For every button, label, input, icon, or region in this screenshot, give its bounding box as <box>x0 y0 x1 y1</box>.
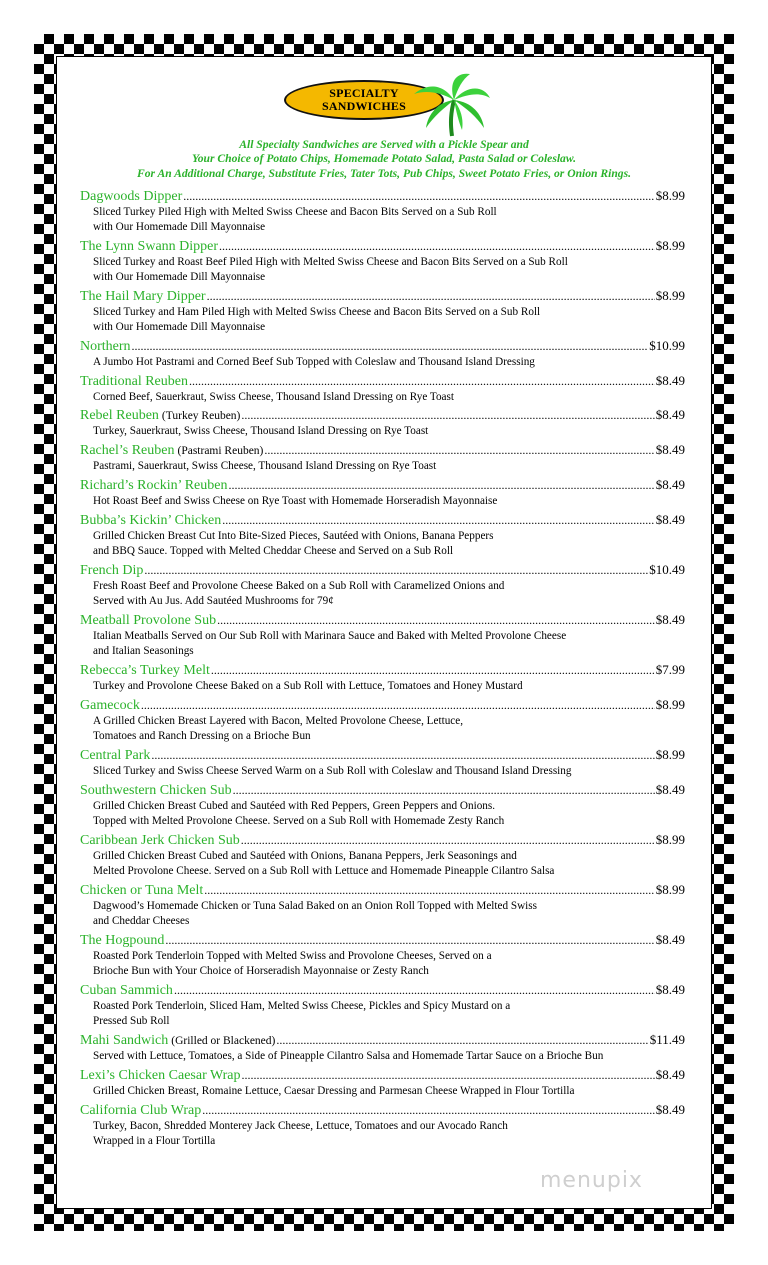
menu-item-name: Northern <box>80 339 131 354</box>
dot-leader <box>204 883 654 898</box>
menu-item-price: $8.49 <box>655 612 685 627</box>
menu-item <box>80 1032 685 1064</box>
menu-item <box>80 697 685 744</box>
menu-item-description: Turkey, Bacon, Shredded Monterey Jack Cheese, Lettuce, Tomatoes and our Avocado Ranch <box>93 1120 508 1132</box>
intro-line-3: For An Additional Charge, Substitute Fries, Tater Tots, Pub Chips, Sweet Potato Fries, or Onion Rings. <box>136 166 632 180</box>
menu-item <box>80 747 685 779</box>
menu-item <box>80 782 685 829</box>
menu-item <box>80 832 685 879</box>
menu-item-price: $10.99 <box>649 338 685 353</box>
menu-item-price: $11.49 <box>649 1032 685 1047</box>
menu-item-header <box>80 288 685 305</box>
title-line-2: SANDWICHES <box>321 99 407 113</box>
menu-item-price: $8.49 <box>655 442 685 457</box>
dot-leader <box>222 513 654 528</box>
menu-item <box>80 882 685 929</box>
menu-item-name: The Lynn Swann Dipper <box>80 239 219 254</box>
dot-leader <box>233 783 655 798</box>
menu-item-description: Roasted Pork Tenderloin Topped with Melted Swiss and Provolone Cheeses, Served on a <box>93 950 492 962</box>
menu-item-price: $8.49 <box>655 373 685 388</box>
dot-leader <box>207 289 655 304</box>
dot-leader <box>183 189 654 204</box>
menu-item <box>80 477 685 509</box>
menu-item <box>80 442 685 474</box>
menu-item-name: Dagwoods Dipper <box>80 189 183 204</box>
menu-item-name: Caribbean Jerk Chicken Sub <box>80 833 240 848</box>
dot-leader <box>241 833 655 848</box>
menu-item-description: Fresh Roast Beef and Provolone Cheese Baked on a Sub Roll with Caramelized Onions and <box>93 580 505 592</box>
menu-item-description: with Our Homemade Dill Mayonnaise <box>93 221 266 233</box>
menu-item-description: A Grilled Chicken Breast Layered with Bacon, Melted Provolone Cheese, Lettuce, <box>93 715 464 727</box>
menu-item-name: California Club Wrap <box>80 1103 202 1118</box>
menu-item-description: Wrapped in a Flour Tortilla <box>93 1135 216 1147</box>
menu-item-description: Pastrami, Sauerkraut, Swiss Cheese, Thousand Island Dressing on Rye Toast <box>93 460 437 472</box>
menu-item-price: $8.99 <box>655 188 685 203</box>
menu-item <box>80 1067 685 1099</box>
menu-item <box>80 562 685 609</box>
menu-item-price: $8.99 <box>655 747 685 762</box>
menu-item-header <box>80 782 685 799</box>
menu-item-description: and BBQ Sauce. Topped with Melted Cheddar Cheese and Served on a Sub Roll <box>93 545 454 557</box>
menu-item <box>80 373 685 405</box>
menu-item <box>80 188 685 235</box>
menu-item-note: (Turkey Reuben) <box>161 410 241 422</box>
dot-leader <box>229 478 655 493</box>
menu-item-price: $8.49 <box>655 407 685 422</box>
dot-leader <box>264 443 654 458</box>
menu-item-name: Rebel Reuben <box>80 408 159 423</box>
menu-item-name: Cuban Sammich <box>80 983 173 998</box>
dot-leader <box>144 563 648 578</box>
menu-item-price: $8.99 <box>655 882 685 897</box>
menu-item-description: Tomatoes and Ranch Dressing on a Brioche Bun <box>93 730 311 742</box>
menu-item-name: Mahi Sandwich <box>80 1033 169 1048</box>
menu-item <box>80 982 685 1029</box>
menu-item-header <box>80 1032 685 1049</box>
menu-item-header <box>80 882 685 899</box>
dot-leader <box>174 983 655 998</box>
menu-item-description: and Italian Seasonings <box>93 645 194 657</box>
menu-item <box>80 407 685 439</box>
menu-item-description: and Cheddar Cheeses <box>93 915 190 927</box>
menu-item-description: Turkey, Sauerkraut, Swiss Cheese, Thousand Island Dressing on Rye Toast <box>93 425 429 437</box>
menu-item-description: Grilled Chicken Breast Cubed and Sautéed with Red Peppers, Green Peppers and Onions. <box>93 800 496 812</box>
dot-leader <box>165 933 654 948</box>
menu-item-price: $7.99 <box>655 662 685 677</box>
menu-item-name: Lexi’s Chicken Caesar Wrap <box>80 1068 241 1083</box>
menu-item-header <box>80 1067 685 1084</box>
menu-item-price: $10.49 <box>649 562 685 577</box>
menu-item-header <box>80 477 685 494</box>
dot-leader <box>211 663 655 678</box>
menu-item-description: Topped with Melted Provolone Cheese. Served on a Sub Roll with Homemade Zesty Ranch <box>93 815 505 827</box>
dot-leader <box>189 374 655 389</box>
menu-item-header <box>80 373 685 390</box>
title-line-1: SPECIALTY <box>329 86 399 100</box>
menu-item-header <box>80 662 685 679</box>
menu-item-price: $8.99 <box>655 832 685 847</box>
menu-item-name: Chicken or Tuna Melt <box>80 883 204 898</box>
menu-item-price: $8.49 <box>655 982 685 997</box>
dot-leader <box>202 1103 654 1118</box>
menu-item-name: Rebecca’s Turkey Melt <box>80 663 210 678</box>
menu-item-price: $8.49 <box>655 1067 685 1082</box>
menu-item-price: $8.49 <box>655 477 685 492</box>
menu-item-price: $8.49 <box>655 1102 685 1117</box>
menu-item-name: French Dip <box>80 563 144 578</box>
menu-item-name: Richard’s Rockin’ Reuben <box>80 478 228 493</box>
menu-item-header <box>80 612 685 629</box>
menu-item <box>80 932 685 979</box>
menu-item-description: Grilled Chicken Breast Cut Into Bite-Sized Pieces, Sautéed with Onions, Banana Peppers <box>93 530 494 542</box>
palm-tree-icon <box>412 72 492 138</box>
menu-item-description: Pressed Sub Roll <box>93 1015 170 1027</box>
menu-item-name: The Hail Mary Dipper <box>80 289 206 304</box>
menu-item-header <box>80 442 685 459</box>
menu-item-header <box>80 747 685 764</box>
menu-list <box>80 188 685 1152</box>
menu-item-description: with Our Homemade Dill Mayonnaise <box>93 321 266 333</box>
menu-item-name: Traditional Reuben <box>80 374 188 389</box>
menu-item-name: Central Park <box>80 748 151 763</box>
menu-item-price: $8.99 <box>655 288 685 303</box>
menu-item-description: Grilled Chicken Breast Cubed and Sautéed with Onions, Banana Peppers, Jerk Seasonings and <box>93 850 517 862</box>
menu-item <box>80 288 685 335</box>
menu-item-description: Turkey and Provolone Cheese Baked on a Sub Roll with Lettuce, Tomatoes and Honey Mustard <box>93 680 523 692</box>
menu-item-description: Served with Lettuce, Tomatoes, a Side of Pineapple Cilantro Salsa and Homemade Tartar Sauce on a Brioche Bun <box>93 1050 604 1062</box>
dot-leader <box>151 748 654 763</box>
menu-item-description: Corned Beef, Sauerkraut, Swiss Cheese, Thousand Island Dressing on Rye Toast <box>93 391 454 403</box>
menu-item-description: Roasted Pork Tenderloin, Sliced Ham, Melted Swiss Cheese, Pickles and Spicy Mustard on a <box>93 1000 511 1012</box>
menu-item <box>80 1102 685 1149</box>
menu-item-name: Meatball Provolone Sub <box>80 613 217 628</box>
intro-line-1: All Specialty Sandwiches are Served with a Pickle Spear and <box>239 138 529 151</box>
menu-item-header <box>80 238 685 255</box>
menu-item-name: Southwestern Chicken Sub <box>80 783 232 798</box>
menu-item-description: Sliced Turkey and Roast Beef Piled High with Melted Swiss Cheese and Bacon Bits Served on a Sub Roll <box>93 256 568 268</box>
menu-item <box>80 338 685 370</box>
menu-item-description: Dagwood’s Homemade Chicken or Tuna Salad Baked on an Onion Roll Topped with Melted Swiss <box>93 900 537 912</box>
dot-leader <box>276 1033 648 1048</box>
menu-item-name: Rachel’s Reuben <box>80 443 175 458</box>
menu-item-price: $8.49 <box>655 782 685 797</box>
menu-item-note: (Pastrami Reuben) <box>177 445 264 457</box>
menu-item-header <box>80 188 685 205</box>
menu-item-name: Gamecock <box>80 698 140 713</box>
intro-text <box>60 138 708 181</box>
menu-item <box>80 612 685 659</box>
menu-item-description: Sliced Turkey Piled High with Melted Swiss Cheese and Bacon Bits Served on a Sub Roll <box>93 206 497 218</box>
menu-item-name: Bubba’s Kickin’ Chicken <box>80 513 222 528</box>
dot-leader <box>219 239 655 254</box>
menu-item-header <box>80 697 685 714</box>
menu-item-description: Sliced Turkey and Swiss Cheese Served Warm on a Sub Roll with Coleslaw and Thousand Island Dressing <box>93 765 572 777</box>
menu-item <box>80 512 685 559</box>
menu-item-price: $8.99 <box>655 238 685 253</box>
menu-item-description: Hot Roast Beef and Swiss Cheese on Rye Toast with Homemade Horseradish Mayonnaise <box>93 495 498 507</box>
dot-leader <box>141 698 655 713</box>
menu-item-description: Sliced Turkey and Ham Piled High with Melted Swiss Cheese and Bacon Bits Served on a Sub Roll <box>93 306 541 318</box>
menu-item-header <box>80 338 685 355</box>
menu-item <box>80 238 685 285</box>
menu-item-header <box>80 562 685 579</box>
dot-leader <box>132 339 649 354</box>
menu-item-description: Italian Meatballs Served on Our Sub Roll with Marinara Sauce and Baked with Melted Provolone Cheese <box>93 630 567 642</box>
intro-line-2: Your Choice of Potato Chips, Homemade Potato Salad, Pasta Salad or Coleslaw. <box>191 152 577 166</box>
menu-item-description: with Our Homemade Dill Mayonnaise <box>93 271 266 283</box>
menu-item <box>80 662 685 694</box>
menu-item-description: Grilled Chicken Breast, Romaine Lettuce, Caesar Dressing and Parmesan Cheese Wrapped in Flour Tortilla <box>93 1085 575 1097</box>
menu-item-price: $8.49 <box>655 932 685 947</box>
menu-item-header <box>80 982 685 999</box>
menu-item-price: $8.49 <box>655 512 685 527</box>
menu-item-price: $8.99 <box>655 697 685 712</box>
menu-item-name: The Hogpound <box>80 933 165 948</box>
menu-item-header <box>80 832 685 849</box>
menu-item-header <box>80 932 685 949</box>
dot-leader <box>241 408 654 423</box>
menu-item-note: (Grilled or Blackened) <box>171 1035 276 1047</box>
menu-item-description: Brioche Bun with Your Choice of Horseradish Mayonnaise or Zesty Ranch <box>93 965 429 977</box>
dot-leader <box>242 1068 655 1083</box>
menu-item-header <box>80 512 685 529</box>
watermark: menupix <box>540 1168 643 1193</box>
menu-item-header <box>80 1102 685 1119</box>
menu-item-description: Melted Provolone Cheese. Served on a Sub Roll with Lettuce and Homemade Pineapple Cilantro Salsa <box>93 865 555 877</box>
section-title <box>284 72 494 136</box>
menu-item-description: A Jumbo Hot Pastrami and Corned Beef Sub Topped with Coleslaw and Thousand Island Dressing <box>93 356 535 368</box>
dot-leader <box>217 613 655 628</box>
menu-item-description: Served with Au Jus. Add Sautéed Mushrooms for 79¢ <box>93 595 334 607</box>
menu-item-header <box>80 407 685 424</box>
